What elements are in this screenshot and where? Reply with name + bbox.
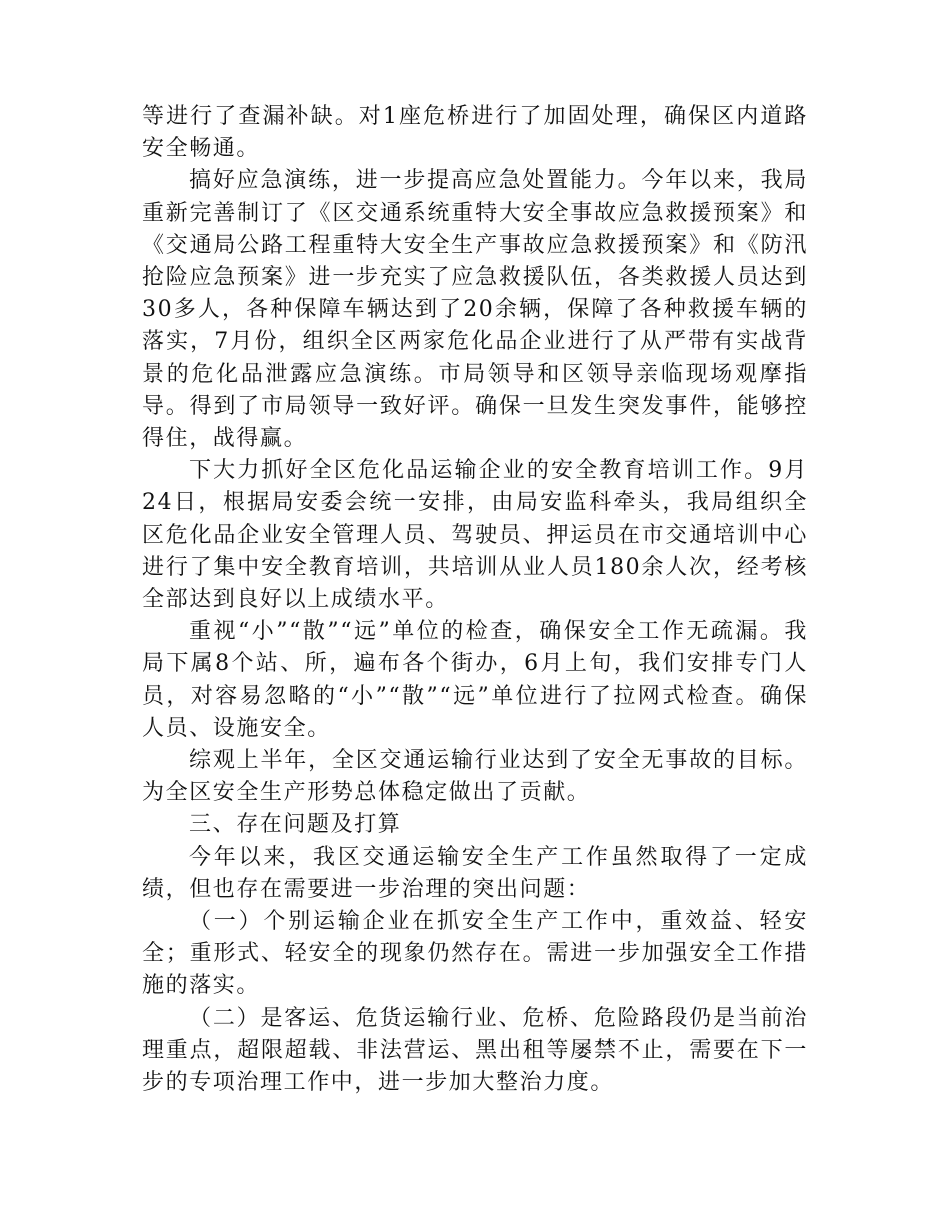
list-item-problem-2: （二）是客运、危货运输行业、危桥、危险路段仍是当前治理重点，超限超载、非法营运、黑出租等屡禁不止，需要在下一步的专项治理工作中，进一步加大整治力度。 [142,1005,808,1096]
paragraph-continuation: 等进行了查漏补缺。对1座危桥进行了加固处理，确保区内道路安全畅通。 [142,104,808,162]
paragraph-emergency-drill: 搞好应急演练，进一步提高应急处置能力。今年以来，我局重新完善制订了《区交通系统重特大安全事故应急救援预案》和《交通局公路工程重特大安全生产事故应急救援预案》和《防汛抢险应急预案》进一步充实了应急救援队伍，各类救援人员达到30多人，各种保障车辆达到了20余辆，保障了各种救援车辆的落实，7月份，组织全区两家危化品企业进行了从严带有实战背景的危化品泄露应急演练。市局领导和区领导亲临现场观摩指导。得到了市局领导一致好评。确保一旦发生突发事件，能够控得住，战得赢。 [142,168,808,452]
paragraph-half-year-summary: 综观上半年，全区交通运输行业达到了安全无事故的目标。为全区安全生产形势总体稳定做出了贡献。 [142,748,808,806]
section-heading-problems: 三、存在问题及打算 [189,812,402,838]
list-item-problem-1: （一）个别运输企业在抓安全生产工作中，重效益、轻安全；重形式、轻安全的现象仍然存在。需进一步加强安全工作措施的落实。 [142,909,808,999]
paragraph-small-units-inspection: 重视“小”“散”“远”单位的检查，确保安全工作无疏漏。我局下属8个站、所，遍布各个街办，6月上旬，我们安排专门人员，对容易忽略的“小”“散”“远”单位进行了拉网式检查。确保人员、设施安全。 [142,619,808,741]
paragraph-problems-intro: 今年以来，我区交通运输安全生产工作虽然取得了一定成绩，但也存在需要进一步治理的突出问题： [142,844,808,902]
document-page [142,101,808,1099]
paragraph-safety-training: 下大力抓好全区危化品运输企业的安全教育培训工作。9月24日，根据局安委会统一安排，由局安监科牵头，我局组织全区危化品企业安全管理人员、驾驶员、押运员在市交通培训中心进行了集中安全教育培训，共培训从业人员180余人次，经考核全部达到良好以上成绩水平。 [142,458,808,613]
